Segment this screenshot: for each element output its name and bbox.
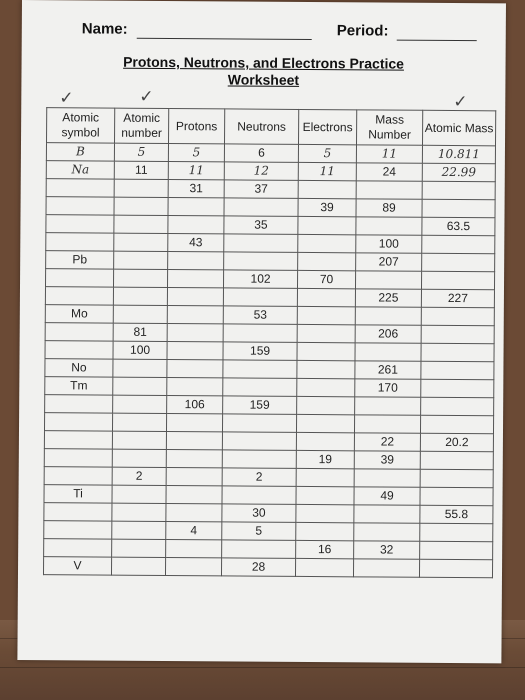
cell-value (421, 478, 493, 479)
table-cell (114, 161, 168, 179)
table-cell (222, 522, 296, 541)
table-cell (222, 504, 296, 523)
table-cell (422, 235, 495, 254)
table-cell (296, 468, 354, 486)
cell-value: 100 (129, 342, 151, 357)
table-cell (112, 503, 166, 521)
cell-value: 89 (382, 200, 396, 215)
cell-value: 227 (447, 290, 468, 306)
table-cell (43, 557, 111, 575)
table-cell (355, 325, 421, 343)
table-cell (356, 217, 422, 235)
table-cell (114, 215, 168, 233)
table-cell (167, 288, 223, 306)
table-cell (44, 413, 112, 431)
cell-value: 53 (253, 307, 268, 322)
cell-value: 170 (377, 380, 398, 395)
table-cell (355, 307, 421, 325)
cell-value: 207 (378, 254, 399, 269)
table-cell (112, 485, 166, 503)
table-cell (296, 450, 354, 468)
table-cell (166, 414, 222, 432)
table-cell (112, 539, 166, 557)
table-cell (223, 360, 297, 379)
table-cell (113, 269, 167, 287)
table-cell (222, 414, 296, 433)
cell-value (223, 441, 296, 442)
table-cell (166, 468, 222, 486)
title-line-1: Protons, Neutrons, and Electrons Practice (123, 53, 405, 72)
cell-value: Na (71, 162, 90, 177)
cell-value (421, 406, 493, 407)
table-cell (298, 216, 356, 234)
table-cell (297, 270, 355, 288)
table-cell (356, 181, 422, 199)
table-cell (356, 253, 422, 271)
table-cell (354, 505, 420, 523)
table-cell (297, 342, 355, 360)
table-cell (298, 198, 356, 216)
table-cell (421, 289, 494, 308)
table-cell (356, 145, 422, 163)
table-cell (114, 251, 168, 269)
table-cell (114, 197, 168, 215)
table-cell (45, 377, 113, 395)
cell-value: 20.2 (445, 434, 469, 450)
table-cell (421, 307, 494, 326)
table-cell (422, 199, 495, 218)
table-cell (222, 432, 296, 451)
cell-value (422, 334, 494, 335)
table-cell (46, 233, 114, 251)
table-cell (422, 217, 495, 236)
cell-value: Ti (73, 486, 83, 501)
table-cell (113, 359, 167, 377)
table-header-row (47, 108, 496, 146)
table-cell (421, 379, 494, 398)
cell-value: 19 (318, 452, 333, 467)
column-header: Atomic symbol (47, 108, 115, 143)
table-cell (46, 143, 114, 161)
cell-value (422, 244, 494, 245)
cell-value: V (73, 558, 82, 573)
title-line-2: Worksheet (227, 71, 300, 88)
cell-value: Pb (72, 252, 88, 267)
table-cell (356, 163, 422, 181)
cell-value (423, 208, 495, 209)
table-cell (297, 306, 355, 324)
cell-value: 159 (249, 343, 271, 358)
column-header: Atomic Mass (422, 110, 495, 146)
table-cell (224, 252, 298, 271)
cell-value (422, 280, 494, 281)
cell-value: 11 (381, 146, 398, 161)
table-cell (223, 396, 297, 415)
cell-value (223, 387, 296, 388)
cell-value (422, 316, 494, 317)
cell-value (223, 423, 296, 424)
table-cell (46, 179, 114, 197)
table-cell (44, 521, 112, 539)
table-cell (167, 342, 223, 360)
table-cell (114, 179, 168, 197)
column-header: Protons (169, 109, 225, 144)
cell-value: 24 (382, 164, 397, 179)
table-cell (298, 234, 356, 252)
table-cell (422, 181, 495, 200)
table-cell (353, 559, 419, 577)
table-cell (224, 162, 298, 181)
table-cell (166, 504, 222, 522)
table-cell (354, 415, 420, 433)
table-cell (46, 161, 114, 179)
table-cell (355, 397, 421, 415)
cell-value: 6 (258, 145, 265, 160)
table-cell (44, 431, 112, 449)
table-cell (298, 144, 356, 162)
table-cell (422, 145, 495, 164)
cell-value: 5 (192, 145, 201, 160)
cell-value: 35 (254, 217, 268, 232)
table-cell (420, 523, 493, 542)
table-cell (165, 558, 221, 576)
table-cell (296, 504, 354, 522)
cell-value: 39 (320, 200, 334, 215)
table-row (43, 557, 492, 578)
table-cell (45, 341, 113, 359)
table-cell (111, 557, 165, 575)
table-cell (296, 540, 354, 558)
table-cell (295, 558, 353, 576)
cell-value: 2 (255, 469, 263, 484)
table-cell (46, 215, 114, 233)
table-cell (298, 180, 356, 198)
table-cell (422, 253, 495, 272)
cell-value: No (71, 360, 87, 375)
table-cell (296, 414, 354, 432)
table-cell (296, 432, 354, 450)
cell-value: 100 (378, 236, 399, 251)
table-cell (44, 539, 112, 557)
worksheet-title (21, 53, 505, 90)
cell-value: 55.8 (444, 506, 469, 522)
table-cell (224, 234, 298, 253)
cell-value: 31 (189, 181, 203, 196)
cell-value (222, 549, 295, 550)
table-cell (420, 451, 493, 470)
table-cell (167, 324, 223, 342)
table-cell (222, 486, 296, 505)
table-cell (420, 487, 493, 506)
table-cell (168, 252, 224, 270)
cell-value: 43 (189, 235, 203, 250)
table-cell (420, 541, 493, 560)
table-cell (355, 343, 421, 361)
table-cell (166, 486, 222, 504)
table-cell (112, 521, 166, 539)
table-cell (168, 198, 224, 216)
cell-value (421, 460, 493, 461)
table-cell (422, 163, 495, 182)
table-cell (421, 271, 494, 290)
table-cell (420, 505, 493, 524)
column-header: Mass Number (356, 110, 422, 145)
worksheet-header (82, 20, 446, 45)
cell-value (421, 370, 493, 371)
table-cell (355, 379, 421, 397)
table-cell (298, 162, 356, 180)
table-cell (45, 269, 113, 287)
period-label: Period: (336, 22, 389, 40)
cell-value: 11 (188, 163, 205, 178)
table-cell (223, 324, 297, 343)
table-cell (46, 251, 114, 269)
table-cell (44, 503, 112, 521)
table-cell (354, 487, 420, 505)
table-cell (354, 469, 420, 487)
cell-value: 63.5 (446, 218, 471, 234)
table-cell (221, 558, 295, 577)
cell-value: 5 (137, 144, 146, 159)
practice-table (43, 107, 496, 578)
cell-value (420, 550, 492, 551)
table-cell (113, 323, 167, 341)
table-cell (168, 144, 224, 162)
table-cell (224, 216, 298, 235)
table-cell (114, 143, 168, 161)
table-cell (224, 144, 298, 163)
table-cell (223, 378, 297, 397)
cell-value: 106 (184, 397, 205, 412)
table-cell (355, 271, 421, 289)
cell-value: 28 (251, 559, 266, 574)
table-cell (223, 288, 297, 307)
table-cell (168, 216, 224, 234)
table-cell (296, 486, 354, 504)
cell-value: 30 (252, 505, 266, 520)
table-cell (297, 288, 355, 306)
table-cell (167, 306, 223, 324)
check-mark-icon: ✓ (453, 92, 468, 112)
cell-value (224, 297, 297, 298)
column-header: Atomic number (115, 108, 169, 143)
cell-value: 102 (250, 271, 271, 286)
period-line (397, 40, 477, 42)
cell-value (223, 369, 296, 370)
table-cell (45, 287, 113, 305)
cell-value (422, 262, 494, 263)
table-cell (222, 540, 296, 559)
table-cell (44, 467, 112, 485)
cell-value (225, 207, 298, 208)
table-cell (44, 449, 112, 467)
table-cell (223, 270, 297, 289)
table-cell (45, 305, 113, 323)
table-cell (166, 432, 222, 450)
table-cell (167, 378, 223, 396)
cell-value (223, 495, 296, 496)
cell-value: 37 (254, 181, 268, 196)
cell-value: B (75, 144, 85, 159)
table-cell (45, 323, 113, 341)
table-cell (420, 415, 493, 434)
table-cell (168, 234, 224, 252)
table-cell (112, 467, 166, 485)
check-mark-icon: ✓ (139, 86, 154, 106)
cell-value: 32 (379, 542, 394, 557)
table-cell (112, 413, 166, 431)
table-cell (223, 306, 297, 325)
table-cell (355, 361, 421, 379)
table-cell (421, 343, 494, 362)
cell-value: 10.811 (437, 146, 480, 162)
cell-value: 159 (249, 397, 270, 412)
table-cell (354, 451, 420, 469)
name-label: Name: (81, 20, 128, 38)
cell-value: 22.99 (441, 164, 477, 180)
table-cell (112, 431, 166, 449)
table-cell (113, 341, 167, 359)
table-cell (113, 395, 167, 413)
table-cell (112, 449, 166, 467)
table-cell (297, 360, 355, 378)
table-cell (44, 485, 112, 503)
table-cell (420, 469, 493, 488)
table-cell (166, 450, 222, 468)
table-cell (354, 541, 420, 559)
cell-value: 12 (253, 163, 270, 178)
table-cell (222, 450, 296, 469)
table-cell (224, 198, 298, 217)
column-header: Electrons (298, 109, 356, 144)
table-cell (420, 433, 493, 452)
cell-value: 5 (255, 523, 263, 538)
table-cell (421, 325, 494, 344)
name-line (137, 38, 312, 40)
cell-value: 261 (377, 362, 398, 377)
cell-value: 11 (319, 164, 336, 179)
table-cell (223, 342, 297, 361)
table-cell (46, 197, 114, 215)
cell-value (224, 333, 297, 334)
cell-value (420, 532, 492, 533)
cell-value (421, 496, 493, 497)
check-mark-icon: ✓ (59, 88, 74, 108)
cell-value (223, 459, 296, 460)
cell-value: 5 (323, 146, 332, 161)
table-cell (166, 540, 222, 558)
cell-value (423, 190, 495, 191)
table-cell (166, 522, 222, 540)
table-cell (113, 377, 167, 395)
table-cell (355, 289, 421, 307)
worksheet-paper (17, 0, 506, 663)
table-cell (222, 468, 296, 487)
cell-value (422, 352, 494, 353)
cell-value: 81 (133, 324, 147, 339)
cell-value: 70 (319, 272, 334, 287)
cell-value (224, 243, 297, 244)
cell-value: 39 (380, 452, 395, 467)
cell-value (421, 388, 493, 389)
table-cell (168, 162, 224, 180)
table-cell (297, 396, 355, 414)
cell-value: 11 (135, 162, 148, 177)
table-cell (167, 270, 223, 288)
table-cell (167, 396, 223, 414)
cell-value: 4 (190, 523, 198, 538)
table-cell (419, 559, 492, 578)
column-header: Neutrons (225, 109, 299, 145)
cell-value: 206 (378, 326, 399, 341)
table-cell (114, 233, 168, 251)
cell-value (420, 568, 492, 569)
cell-value: Tm (70, 378, 88, 393)
cell-value: 22 (380, 434, 395, 449)
table-cell (167, 360, 223, 378)
table-cell (354, 433, 420, 451)
table-cell (297, 324, 355, 342)
table-cell (45, 359, 113, 377)
table-cell (354, 523, 420, 541)
table-cell (296, 522, 354, 540)
table-cell (168, 180, 224, 198)
table-cell (356, 235, 422, 253)
table-cell (356, 199, 422, 217)
table-cell (421, 361, 494, 380)
table-cell (45, 395, 113, 413)
cell-value: 225 (378, 290, 399, 305)
table-cell (113, 305, 167, 323)
cell-value: 2 (135, 468, 143, 483)
cell-value: Mo (70, 306, 88, 321)
table-cell (421, 397, 494, 416)
cell-value (421, 424, 493, 425)
table-cell (297, 378, 355, 396)
cell-value: 49 (380, 488, 394, 503)
cell-value (224, 261, 297, 262)
table-cell (113, 287, 167, 305)
cell-value: 16 (317, 542, 332, 557)
table-cell (298, 252, 356, 270)
table-cell (224, 180, 298, 199)
